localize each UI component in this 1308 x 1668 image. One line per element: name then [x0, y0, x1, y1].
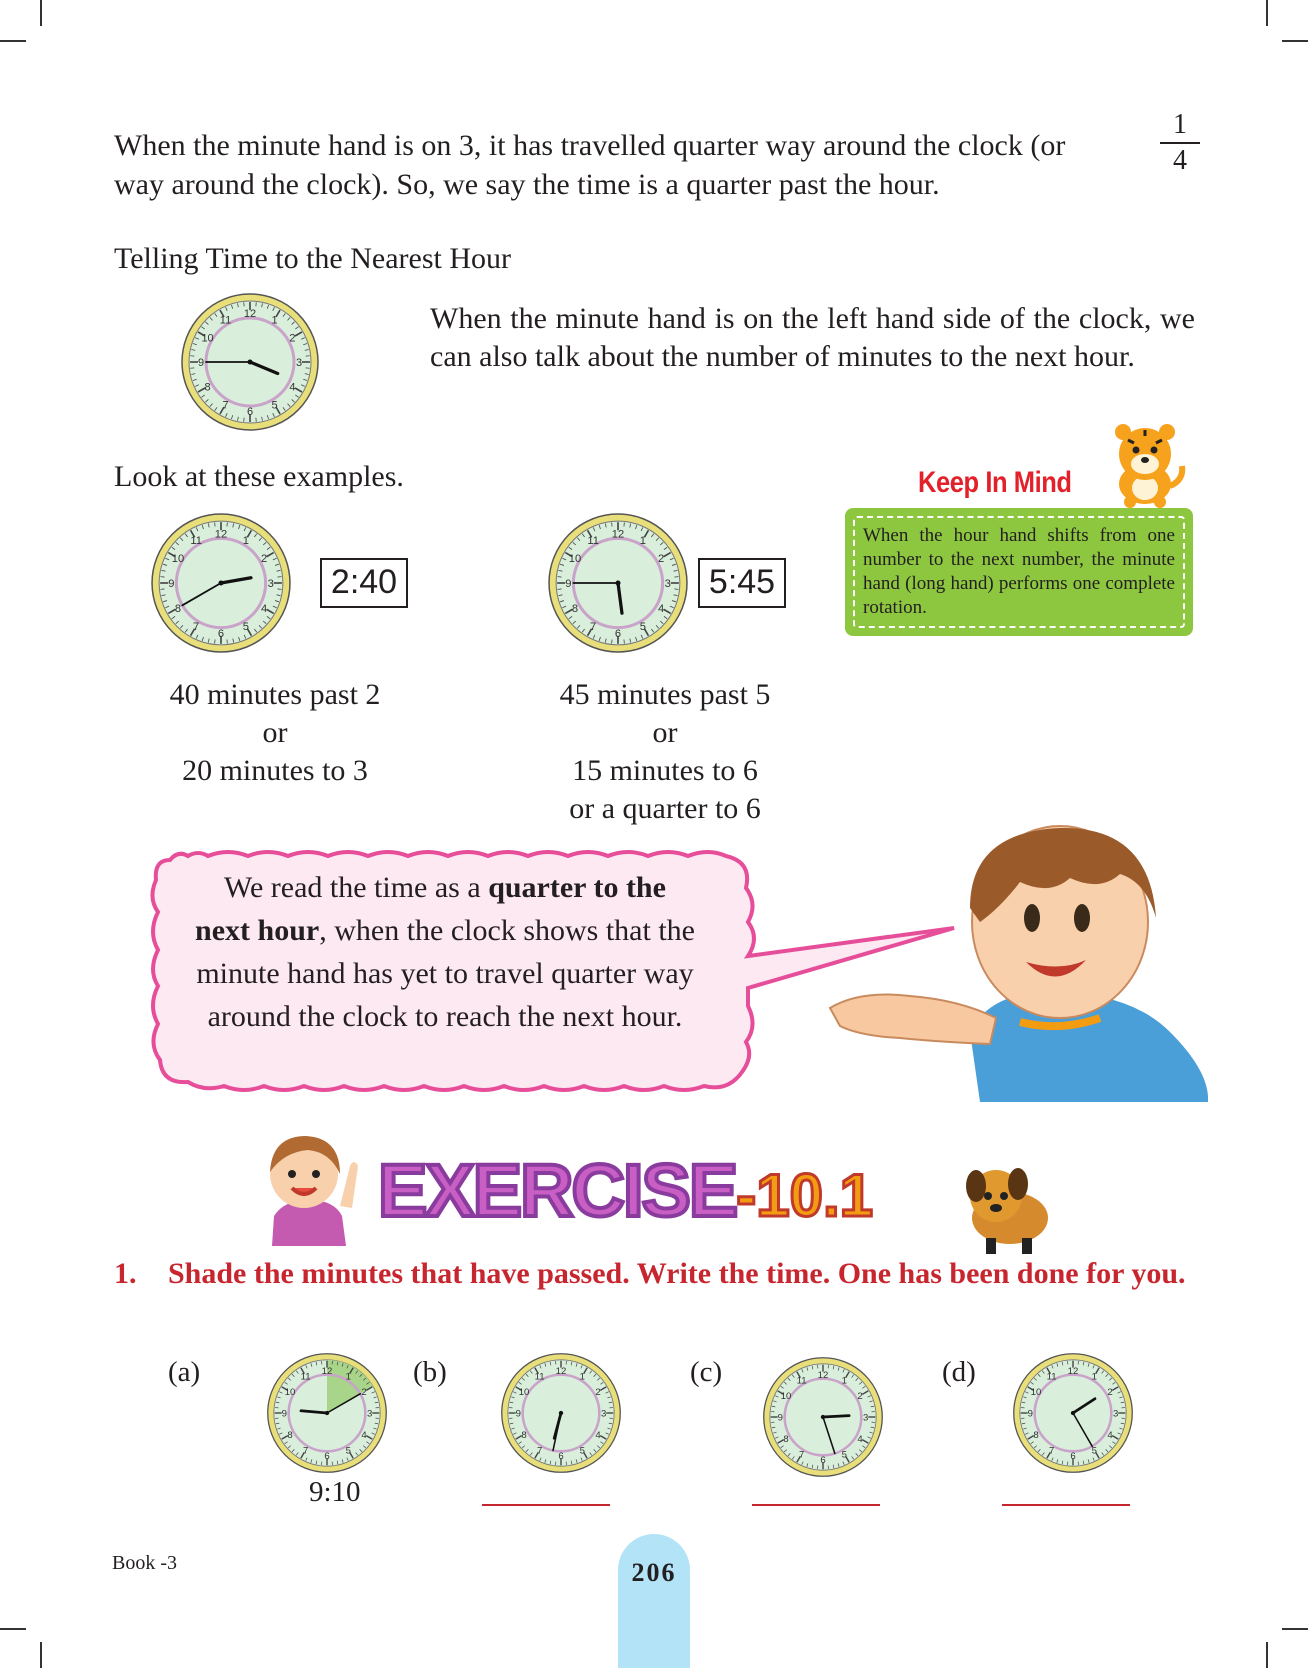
clock-numeral: 9: [515, 1408, 521, 1420]
clock-numeral: 11: [300, 1371, 311, 1383]
clock-numeral: 11: [796, 1375, 807, 1387]
question-number: 1.: [114, 1257, 137, 1290]
item-label-b: (b): [413, 1356, 447, 1388]
crop-mark: [1266, 1642, 1268, 1668]
crop-mark: [1282, 1628, 1308, 1630]
clock-numeral: 7: [193, 621, 200, 634]
clock-numeral: 4: [857, 1433, 863, 1445]
clock-numeral: 11: [219, 314, 232, 327]
clock-numeral: 6: [1070, 1451, 1076, 1463]
clock-numeral: 12: [1067, 1365, 1079, 1377]
clock-numeral: 5: [841, 1449, 848, 1461]
clock-numeral: 9: [168, 578, 175, 591]
clock-numeral: 6: [324, 1451, 330, 1463]
clock-numeral: 10: [780, 1391, 792, 1403]
clock-numeral: 5: [345, 1445, 352, 1457]
clock-numeral: 2: [361, 1387, 367, 1399]
clock-numeral: 4: [260, 602, 268, 615]
example-1-line-3: 20 minutes to 3: [182, 754, 368, 787]
clock-numeral: 2: [289, 332, 296, 345]
clock-numeral: 4: [1107, 1429, 1113, 1441]
clock-numeral: 2: [857, 1391, 863, 1403]
clock-numeral: 5: [271, 399, 278, 412]
clock-numeral: 9: [565, 578, 572, 591]
clock-numeral: 5: [242, 621, 249, 634]
clock-numeral: 6: [246, 406, 254, 418]
clock-numeral: 12: [817, 1369, 829, 1381]
tiger-illustration: [1100, 418, 1190, 508]
clock-center: [615, 580, 620, 585]
clock-numeral: 2: [595, 1387, 601, 1399]
bubble-text-part-2: , when the clock shows that the minute hand has yet to travel quarter way around the clock to reach the next hour.: [196, 914, 695, 1033]
clock-numeral: 6: [217, 627, 225, 640]
exercise-word: EXERCISE: [378, 1149, 737, 1232]
clock-numeral: 11: [534, 1371, 545, 1383]
clock-numeral: 7: [798, 1449, 805, 1461]
exercise-banner: [378, 1148, 873, 1248]
clock-numeral: 1: [242, 535, 249, 548]
example-2-line-3: 15 minutes to 6: [572, 754, 758, 787]
clock-numeral: 9: [1027, 1408, 1033, 1420]
fraction-denominator: 4: [1173, 145, 1187, 176]
clock-numeral: 2: [1107, 1387, 1113, 1399]
clock-numeral: 4: [289, 381, 296, 394]
clock-numeral: 3: [295, 357, 303, 369]
clock-numeral: 11: [190, 535, 202, 548]
left-side-text: When the minute hand is on the left hand side of the clock, we can also talk about the number of minutes to the next hour.: [430, 302, 1195, 373]
clock-numeral: 10: [201, 332, 214, 345]
hour-hand: [823, 1416, 849, 1417]
page-number: 206: [631, 1558, 677, 1587]
intro-line-2: way around the clock). So, we say the time is a quarter past the hour.: [114, 168, 940, 201]
fraction-numerator: 1: [1160, 108, 1200, 144]
crop-mark: [0, 1628, 26, 1630]
crop-mark: [40, 1642, 42, 1668]
clock-numeral: 7: [590, 621, 597, 634]
keep-in-mind-text: When the hour hand shifts from one number to the next number, the minute hand (long hand) performs one complete rotation.: [853, 516, 1185, 628]
clock-numeral: 12: [555, 1365, 567, 1377]
example-1-line-2: or: [262, 716, 288, 749]
clock-numeral: 5: [579, 1445, 586, 1457]
clock-center: [325, 1411, 329, 1415]
keep-in-mind-title: Keep In Mind: [918, 466, 1072, 499]
question-text: Shade the minutes that have passed. Write the time. One has been done for you.: [168, 1257, 1186, 1290]
dog-illustration: [956, 1160, 1056, 1256]
clock-center: [821, 1415, 825, 1419]
answer-a: 9:10: [309, 1476, 361, 1508]
exercise-clock-d: [1012, 1352, 1134, 1474]
clock-numeral: 1: [345, 1371, 352, 1383]
section-heading: Telling Time to the Nearest Hour: [114, 242, 512, 275]
clock-numeral: 6: [558, 1451, 564, 1463]
bubble-text: [195, 866, 695, 1038]
digital-time-2-40: 2:40: [320, 558, 408, 608]
girl-illustration: [254, 1126, 364, 1246]
clock-numeral: 12: [321, 1365, 333, 1377]
footer-book: Book -3: [112, 1552, 177, 1574]
clock-numeral: 11: [587, 535, 599, 548]
clock-numeral: 3: [267, 578, 274, 591]
clock-numeral: 2: [657, 553, 665, 566]
digital-time-5-45: 5:45: [698, 558, 786, 608]
bubble-text-part-1: We read the time as a: [224, 871, 489, 904]
clock-numeral: 7: [1048, 1445, 1055, 1457]
clock-numeral: 8: [1033, 1429, 1039, 1441]
crop-mark: [0, 40, 26, 42]
clock-numeral: 8: [571, 602, 579, 615]
clock-numeral: 5: [639, 621, 646, 634]
clock-center: [248, 360, 253, 365]
bubble-text-bold: quarter to the next hour: [195, 871, 666, 947]
clock-numeral: 10: [518, 1387, 530, 1399]
clock-numeral: 7: [302, 1445, 309, 1457]
clock-center: [218, 580, 223, 585]
boy-illustration: [820, 822, 1208, 1102]
clock-numeral: 7: [222, 399, 229, 412]
clock-numeral: 3: [367, 1408, 373, 1420]
clock-numeral: 5: [1091, 1445, 1098, 1457]
example-2-line-2: or: [652, 716, 678, 749]
answer-blank-d[interactable]: [1002, 1504, 1130, 1506]
example-1-caption: [130, 676, 420, 790]
clock-numeral: 12: [611, 528, 625, 541]
examples-intro: Look at these examples.: [114, 460, 404, 493]
clock-numeral: 10: [284, 1387, 296, 1399]
clock-center: [559, 1411, 563, 1415]
keep-in-mind-box: [845, 508, 1193, 636]
clock-numeral: 4: [361, 1429, 367, 1441]
example-2-caption: [520, 676, 810, 828]
intro-line-1: When the minute hand is on 3, it has travelled quarter way around the clock (or: [114, 129, 1066, 162]
clock-numeral: 9: [197, 357, 205, 369]
clock-numeral: 12: [243, 308, 257, 320]
clock-numeral: 9: [281, 1408, 287, 1420]
clock-numeral: 2: [260, 553, 268, 566]
clock-numeral: 8: [287, 1429, 293, 1441]
clock-center: [1071, 1411, 1075, 1415]
answer-blank-b[interactable]: [482, 1504, 610, 1506]
clock-example-5-45: [547, 512, 689, 654]
exercise-clock-a: [266, 1352, 388, 1474]
clock-numeral: 8: [783, 1433, 789, 1445]
clock-numeral: 12: [214, 528, 228, 541]
exercise-clock-c: [762, 1356, 884, 1478]
item-label-a: (a): [168, 1356, 201, 1388]
clock-numeral: 3: [1113, 1408, 1119, 1420]
clock-numeral: 3: [601, 1408, 607, 1420]
clock-numeral: 9: [777, 1412, 783, 1424]
clock-numeral: 3: [664, 578, 671, 591]
clock-numeral: 10: [568, 553, 582, 566]
clock-numeral: 3: [863, 1412, 869, 1424]
exercise-number: -10.1: [736, 1162, 873, 1229]
clock-numeral: 1: [639, 535, 646, 548]
clock-numeral: 11: [1046, 1371, 1057, 1383]
clock-nearest-hour: [180, 292, 320, 432]
clock-numeral: 8: [204, 381, 211, 394]
clock-numeral: 8: [521, 1429, 527, 1441]
clock-numeral: 4: [657, 602, 665, 615]
item-label-c: (c): [690, 1356, 723, 1388]
item-label-d: (d): [942, 1356, 976, 1388]
clock-numeral: 7: [536, 1445, 543, 1457]
clock-numeral: 10: [171, 553, 185, 566]
clock-example-2-40: [150, 512, 292, 654]
example-2-line-4: or a quarter to 6: [569, 792, 761, 825]
clock-numeral: 6: [820, 1455, 826, 1467]
crop-mark: [1266, 0, 1268, 26]
clock-numeral: 1: [579, 1371, 586, 1383]
example-2-line-1: 45 minutes past 5: [559, 678, 771, 711]
clock-numeral: 1: [271, 314, 278, 327]
crop-mark: [40, 0, 42, 26]
answer-blank-c[interactable]: [752, 1504, 880, 1506]
clock-numeral: 4: [595, 1429, 601, 1441]
exercise-clock-b: [500, 1352, 622, 1474]
crop-mark: [1282, 40, 1308, 42]
clock-numeral: 1: [1091, 1371, 1098, 1383]
clock-numeral: 8: [174, 602, 182, 615]
clock-numeral: 1: [841, 1375, 848, 1387]
clock-numeral: 6: [614, 627, 622, 640]
example-1-line-1: 40 minutes past 2: [169, 678, 381, 711]
clock-numeral: 10: [1030, 1387, 1042, 1399]
page-number-tab: [618, 1534, 690, 1668]
